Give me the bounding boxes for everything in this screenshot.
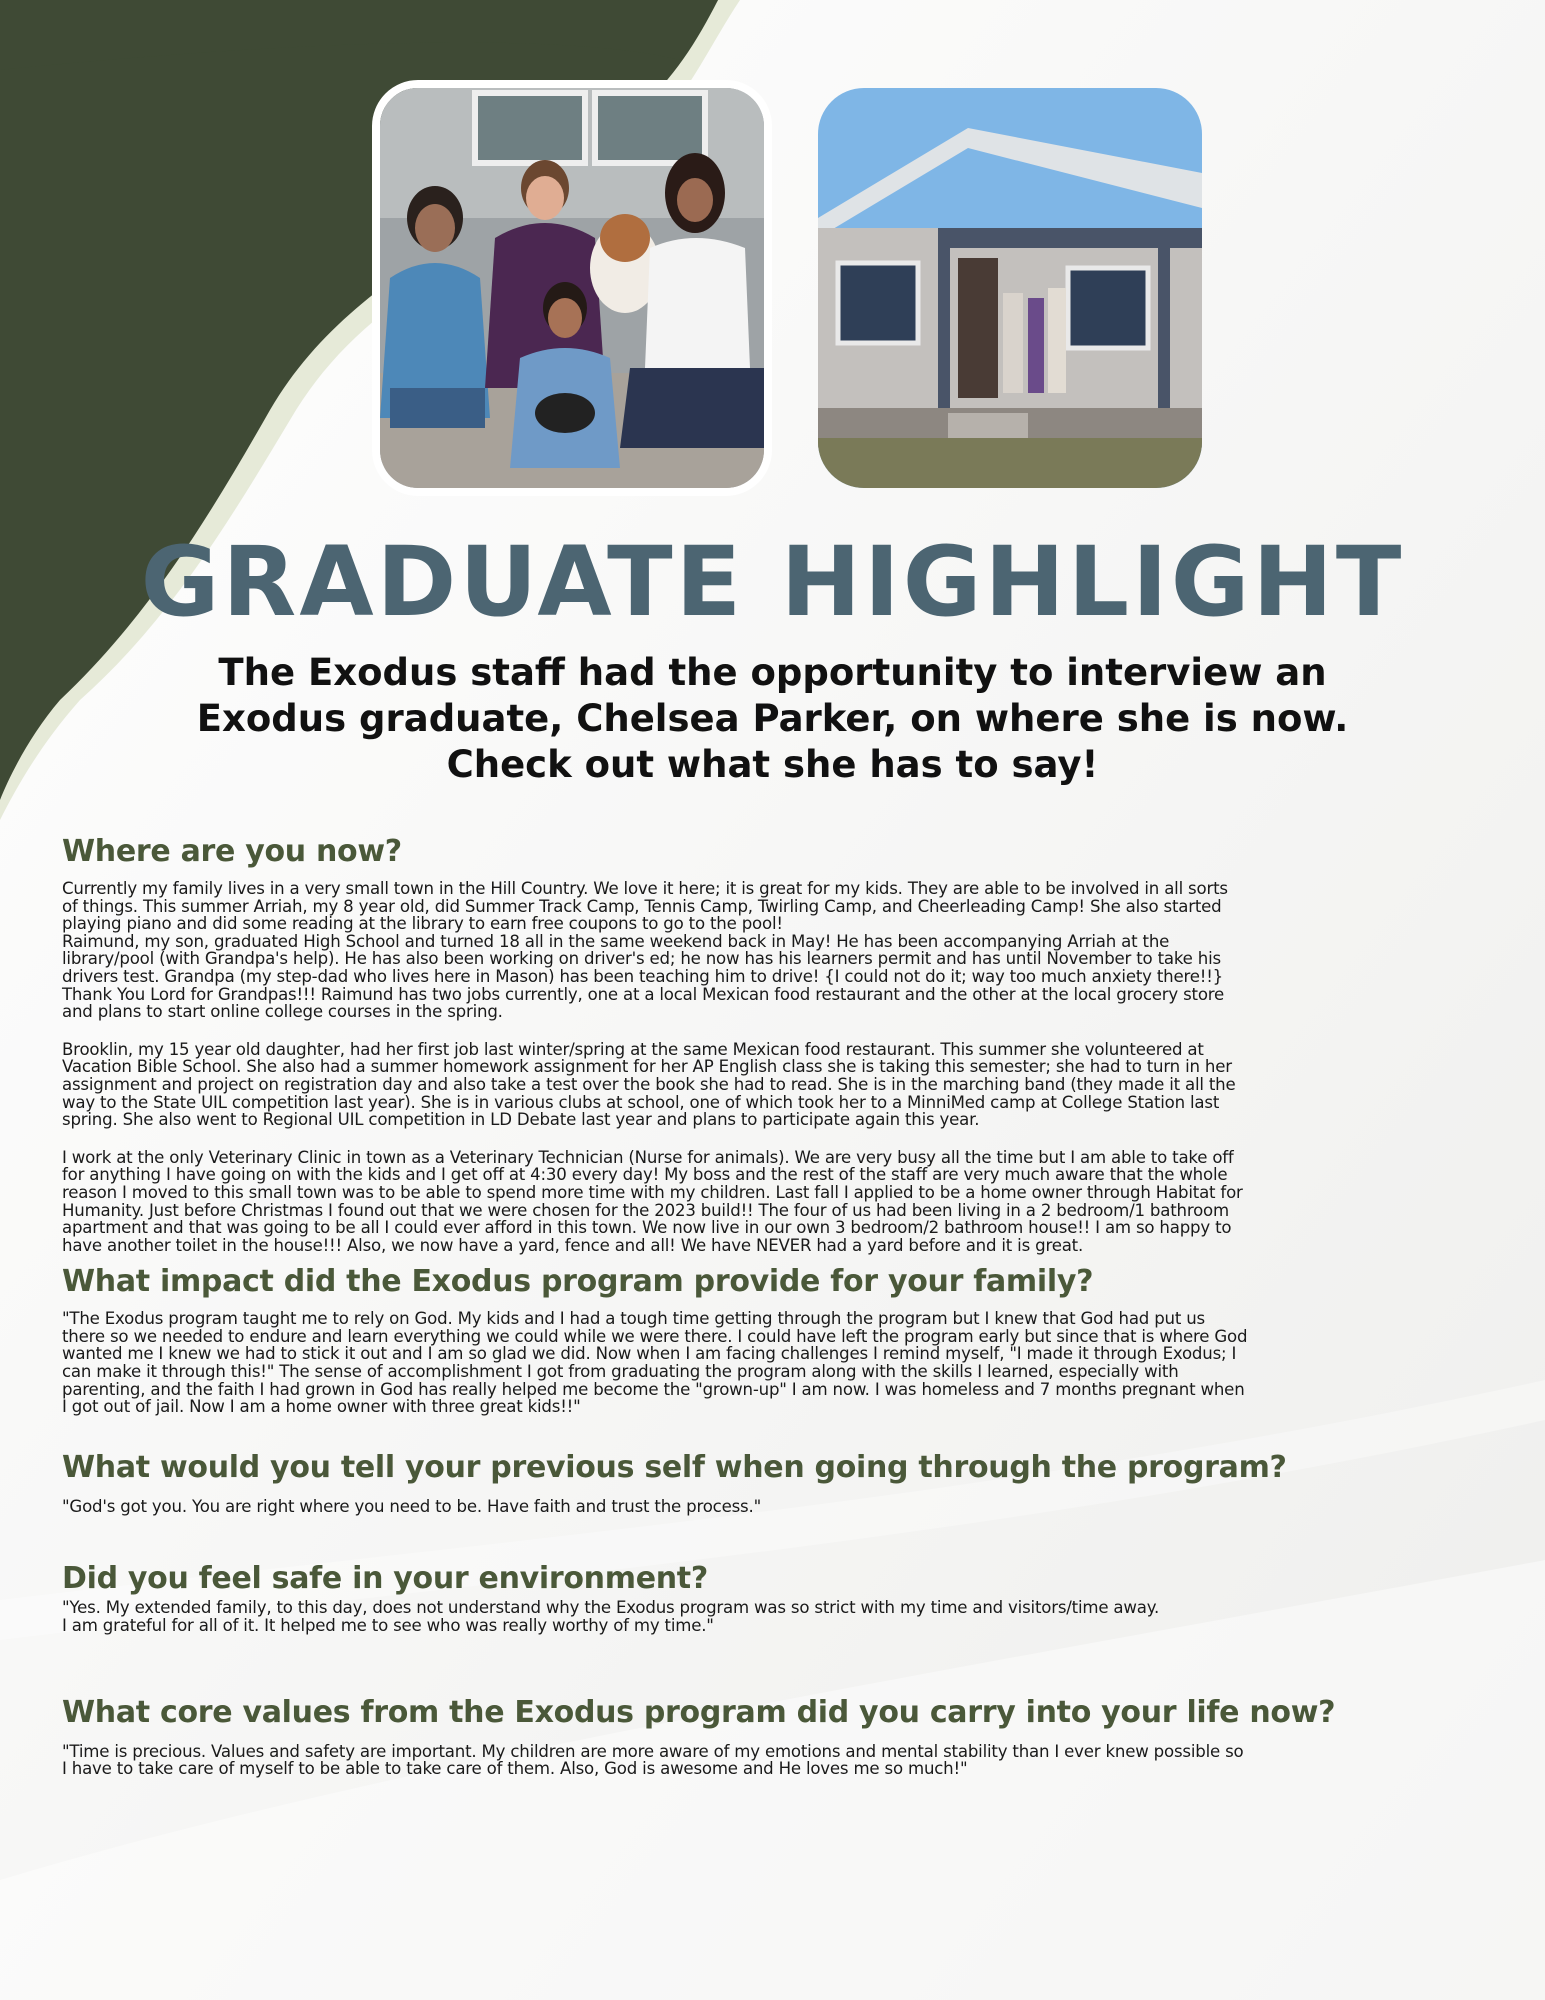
intro-line: Exodus graduate, Chelsea Parker, on where she is now. (196, 697, 1349, 740)
answer-line: assignment and project on registration day and also take a test over the book she had to read. She is in the marching band (they made it all the (62, 1074, 1236, 1094)
answer-line: Humanity. Just before Christmas I found out that we were chosen for the 2023 build!! The four of us had been living in a 2 bedroom/1 bathroom (62, 1200, 1229, 1220)
answer-line: of things. This summer Arriah, my 8 year old, did Summer Track Camp, Tennis Camp, Twirling Camp, and Cheerleading Camp! She also started (62, 896, 1222, 916)
answer-paragraph (62, 1041, 1492, 1129)
answer-line: and plans to start online college courses in the spring. (62, 1002, 503, 1022)
answer-line: "The Exodus program taught me to rely on God. My kids and I had a tough time getting through the program but I knew that God had put us (62, 1309, 1205, 1329)
answer-paragraph (62, 1599, 1492, 1634)
answer-line: for anything I have going on with the kids and I get off at 4:30 every day! My boss and the rest of the staff are very much aware that the whole (62, 1165, 1228, 1185)
intro-line: Check out what she has to say! (446, 743, 1099, 786)
question-heading: Did you feel safe in your environment? (62, 1561, 708, 1597)
answer-line: "Yes. My extended family, to this day, does not understand why the Exodus program was so strict with my time and visitors/time away. (62, 1598, 1160, 1618)
answer-line: can make it through this!" The sense of accomplishment I got from graduating the program along with the skills I learned, especially with (62, 1362, 1179, 1382)
family-photo (372, 80, 772, 496)
answer-line: Thank You Lord for Grandpas!!! Raimund has two jobs currently, one at a local Mexican food restaurant and the other at the local grocery store (62, 984, 1225, 1004)
page-title: GRADUATE HIGHLIGHT (140, 526, 1405, 638)
answer-line: have another toilet in the house!!! Also, we now have a yard, fence and all! We have NEVER had a yard before and it is great. (62, 1235, 1084, 1255)
answer-line: apartment and that was going to be all I could ever afford in this town. We now live in our own 3 bedroom/2 bathroom house!! I am so happy to (62, 1218, 1232, 1238)
answer-paragraph (62, 1310, 1492, 1416)
answer-line: way to the State UIL competition last year). She is in various clubs at school, one of which took her to a MinniMed camp at College Station last (62, 1092, 1220, 1112)
answer-paragraph (62, 880, 1492, 1021)
answer-line: I work at the only Veterinary Clinic in town as a Veterinary Technician (Nurse for animals). We are very busy all the time but I am able to take off (62, 1147, 1234, 1167)
question-heading: What impact did the Exodus program provide for your family? (62, 1264, 1094, 1300)
answer-line: drivers test. Grandpa (my step-dad who lives here in Mason) has been teaching him to drive! {I could not do it; way too much anxiety there!!} (62, 966, 1224, 986)
answer-line: there so we needed to endure and learn everything we could while we were there. I could have left the program early but since that is where God (62, 1326, 1248, 1346)
answer-paragraph (62, 1743, 1492, 1778)
question-heading: What core values from the Exodus program did you carry into your life now? (62, 1694, 1336, 1730)
answer-line: wanted me I knew we had to stick it out and I am so glad we did. Now when I am facing challenges I remind myself, "I made it through Exodus; I (62, 1344, 1237, 1364)
question-heading: What would you tell your previous self when going through the program? (62, 1449, 1287, 1485)
house-photo (818, 88, 1202, 488)
answer-line: playing piano and did some reading at the library to earn free coupons to go to the pool! (62, 914, 783, 934)
answer-line: reason I moved to this small town was to be able to spend more time with my children. Last fall I applied to be a home owner through Habitat for (62, 1182, 1243, 1202)
answer-line: I got out of jail. Now I am a home owner with three great kids!!" (62, 1397, 581, 1417)
answer-line: parenting, and the faith I had grown in God has really helped me become the "grown-up" I am now. I was homeless and 7 months pregnant when (62, 1379, 1245, 1399)
answer-line: Brooklin, my 15 year old daughter, had her first job last winter/spring at the same Mexican food restaurant. This summer she volunteered at (62, 1039, 1204, 1059)
answer-line: I am grateful for all of it. It helped me to see who was really worthy of my time." (62, 1616, 714, 1636)
answer-line: Currently my family lives in a very small town in the Hill Country. We love it here; it is great for my kids. They are able to be involved in all sorts (62, 879, 1228, 898)
answer-line: "God's got you. You are right where you need to be. Have faith and trust the process." (62, 1496, 761, 1516)
question-heading: Where are you now? (62, 834, 402, 869)
interview-section (62, 832, 1492, 1778)
intro-line: The Exodus staff had the opportunity to interview an (218, 651, 1327, 694)
intro-text (120, 650, 1425, 788)
answer-line: library/pool (with Grandpa's help). He has also been working on driver's ed; he now has his learners permit and has until November to take his (62, 949, 1221, 969)
answer-line: "Time is precious. Values and safety are important. My children are more aware of my emotions and mental stability than I ever knew possible so (62, 1741, 1244, 1761)
answer-paragraph (62, 1149, 1492, 1255)
answer-line: Vacation Bible School. She also had a summer homework assignment for her AP English class she is taking this semester; she had to turn in her (62, 1057, 1232, 1077)
answer-line: I have to take care of myself to be able to take care of them. Also, God is awesome and He loves me so much!" (62, 1759, 968, 1779)
answer-line: spring. She also went to Regional UIL competition in LD Debate last year and plans to participate again this year. (62, 1110, 980, 1130)
answer-line: Raimund, my son, graduated High School and turned 18 all in the same weekend back in May! He has been accompanying Arriah at the (62, 931, 1170, 951)
